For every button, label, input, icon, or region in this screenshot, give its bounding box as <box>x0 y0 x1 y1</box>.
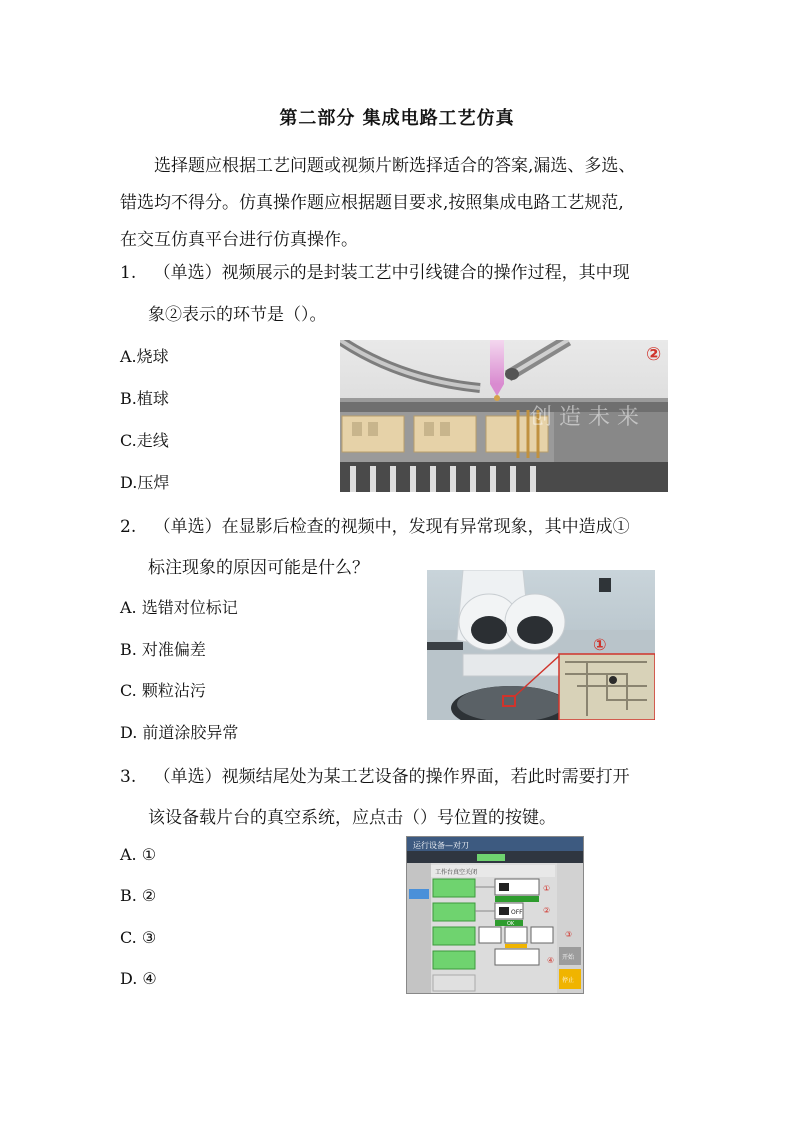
q3-option-d[interactable]: D. ④ <box>120 969 157 988</box>
question-2-text: （单选）在显影后检查的视频中，发现有异常现象，其中造成① <box>153 517 630 537</box>
q3-ok-label: OK <box>507 921 515 927</box>
wire-bonding-image <box>340 340 668 492</box>
q3-marker-3: ③ <box>565 930 573 939</box>
question-1-line-1 <box>120 258 630 283</box>
q1-option-c[interactable]: C.走线 <box>120 431 169 450</box>
q2-option-b[interactable]: B. 对准偏差 <box>120 640 206 659</box>
question-3-number: 3. <box>120 767 137 787</box>
q3-stop-button: 停止 <box>562 977 575 984</box>
q3-off-label: OFF <box>511 909 523 916</box>
intro-line-2: 错选均不得分。仿真操作题应根据题目要求,按照集成电路工艺规范, <box>120 193 624 213</box>
q3-option-b[interactable]: B. ② <box>120 886 157 905</box>
intro-line-1: 选择题应根据工艺问题或视频片断选择适合的答案,漏选、多选、 <box>154 156 636 176</box>
q2-image-marker: ① <box>593 635 607 654</box>
q3-marker-4: ④ <box>547 956 555 965</box>
q2-option-a[interactable]: A. 选错对位标记 <box>120 598 238 617</box>
page-title: 第二部分 集成电路工艺仿真 <box>279 108 515 129</box>
question-1-text: （单选）视频展示的是封装工艺中引线键合的操作过程，其中现 <box>153 263 630 283</box>
microscope-image <box>427 570 655 720</box>
question-3-line-1 <box>120 762 630 787</box>
question-1-number: 1. <box>120 263 137 283</box>
q3-option-c[interactable]: C. ③ <box>120 928 157 947</box>
q1-image-watermark: 创 造 未 来 <box>530 405 639 430</box>
question-2-number: 2. <box>120 517 137 537</box>
question-3-line-2: 该设备载片台的真空系统，应点击（）号位置的按键。 <box>148 808 556 828</box>
question-1-line-2: 象②表示的环节是（）。 <box>148 305 327 325</box>
equipment-ui-image <box>406 836 584 994</box>
q1-option-b[interactable]: B.植球 <box>120 389 169 408</box>
question-2-line-1 <box>120 512 630 537</box>
q1-option-a[interactable]: A.烧球 <box>120 347 169 366</box>
question-2-line-2: 标注现象的原因可能是什么？ <box>148 558 369 578</box>
q3-marker-1: ① <box>543 884 551 893</box>
q3-option-a[interactable]: A. ① <box>120 845 157 864</box>
q2-option-d[interactable]: D. 前道涂胶异常 <box>120 723 239 742</box>
q2-option-c[interactable]: C. 颗粒沾污 <box>120 681 206 700</box>
question-3-text: （单选）视频结尾处为某工艺设备的操作界面，若此时需要打开 <box>153 767 630 787</box>
q1-image-marker: ② <box>646 344 662 365</box>
intro-paragraph <box>120 148 680 259</box>
q3-window-title: 运行设备—对刀 <box>413 841 469 850</box>
q1-option-d[interactable]: D.压焊 <box>120 473 170 492</box>
q3-start-button: 开始 <box>562 954 575 961</box>
q3-panel-title: 工作台真空关闭 <box>435 869 478 876</box>
intro-line-3: 在交互仿真平台进行仿真操作。 <box>120 230 358 250</box>
q3-marker-2: ② <box>543 906 551 915</box>
